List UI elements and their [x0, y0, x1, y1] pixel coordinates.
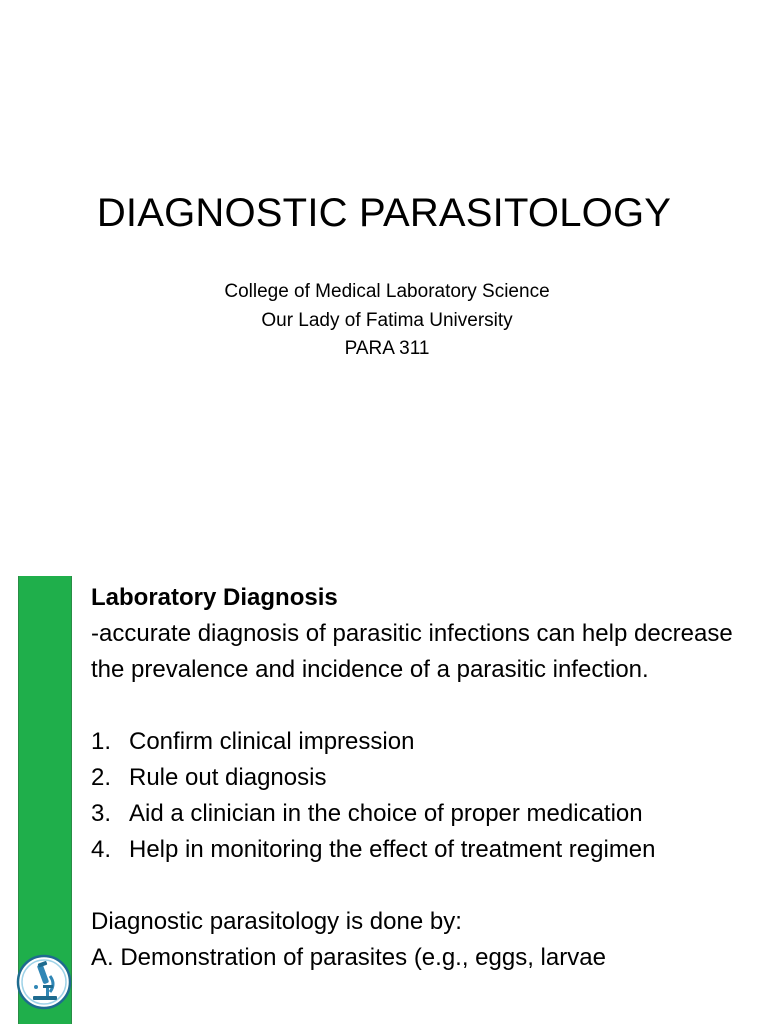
subtitle-college: College of Medical Laboratory Science	[224, 281, 550, 302]
method-item-a: A. Demonstration of parasites (e.g., eggs, larvae	[91, 944, 606, 971]
content-slide	[0, 576, 768, 1024]
list-text: Rule out diagnosis	[129, 764, 327, 791]
list-text: Help in monitoring the effect of treatment regimen	[129, 836, 656, 863]
slide-title: DIAGNOSTIC PARASITOLOGY	[96, 191, 672, 235]
section-heading: Laboratory Diagnosis	[91, 584, 338, 611]
intro-paragraph: -accurate diagnosis of parasitic infections can help decrease the prevalence and incidence of a parasitic infection.	[91, 620, 733, 683]
list-number: 2.	[91, 764, 112, 791]
list-item	[91, 724, 761, 760]
list-text: Confirm clinical impression	[129, 728, 415, 755]
list-text: Aid a clinician in the choice of proper medication	[129, 800, 643, 827]
subtitle-university: Our Lady of Fatima University	[261, 309, 513, 331]
subtitle-course-code: PARA 311	[344, 338, 430, 359]
spacer	[91, 688, 761, 724]
list-number: 1.	[91, 728, 112, 755]
list-item	[91, 796, 761, 832]
list-number: 4.	[91, 836, 112, 863]
list-item	[91, 760, 761, 796]
list-number: 3.	[91, 800, 112, 827]
slide-content	[91, 580, 761, 976]
done-by-line: Diagnostic parasitology is done by:	[91, 908, 462, 935]
list-item	[91, 832, 761, 868]
purpose-list	[91, 724, 761, 868]
slide-subtitle	[0, 278, 768, 364]
microscope-icon	[16, 954, 72, 1010]
spacer	[91, 868, 761, 904]
